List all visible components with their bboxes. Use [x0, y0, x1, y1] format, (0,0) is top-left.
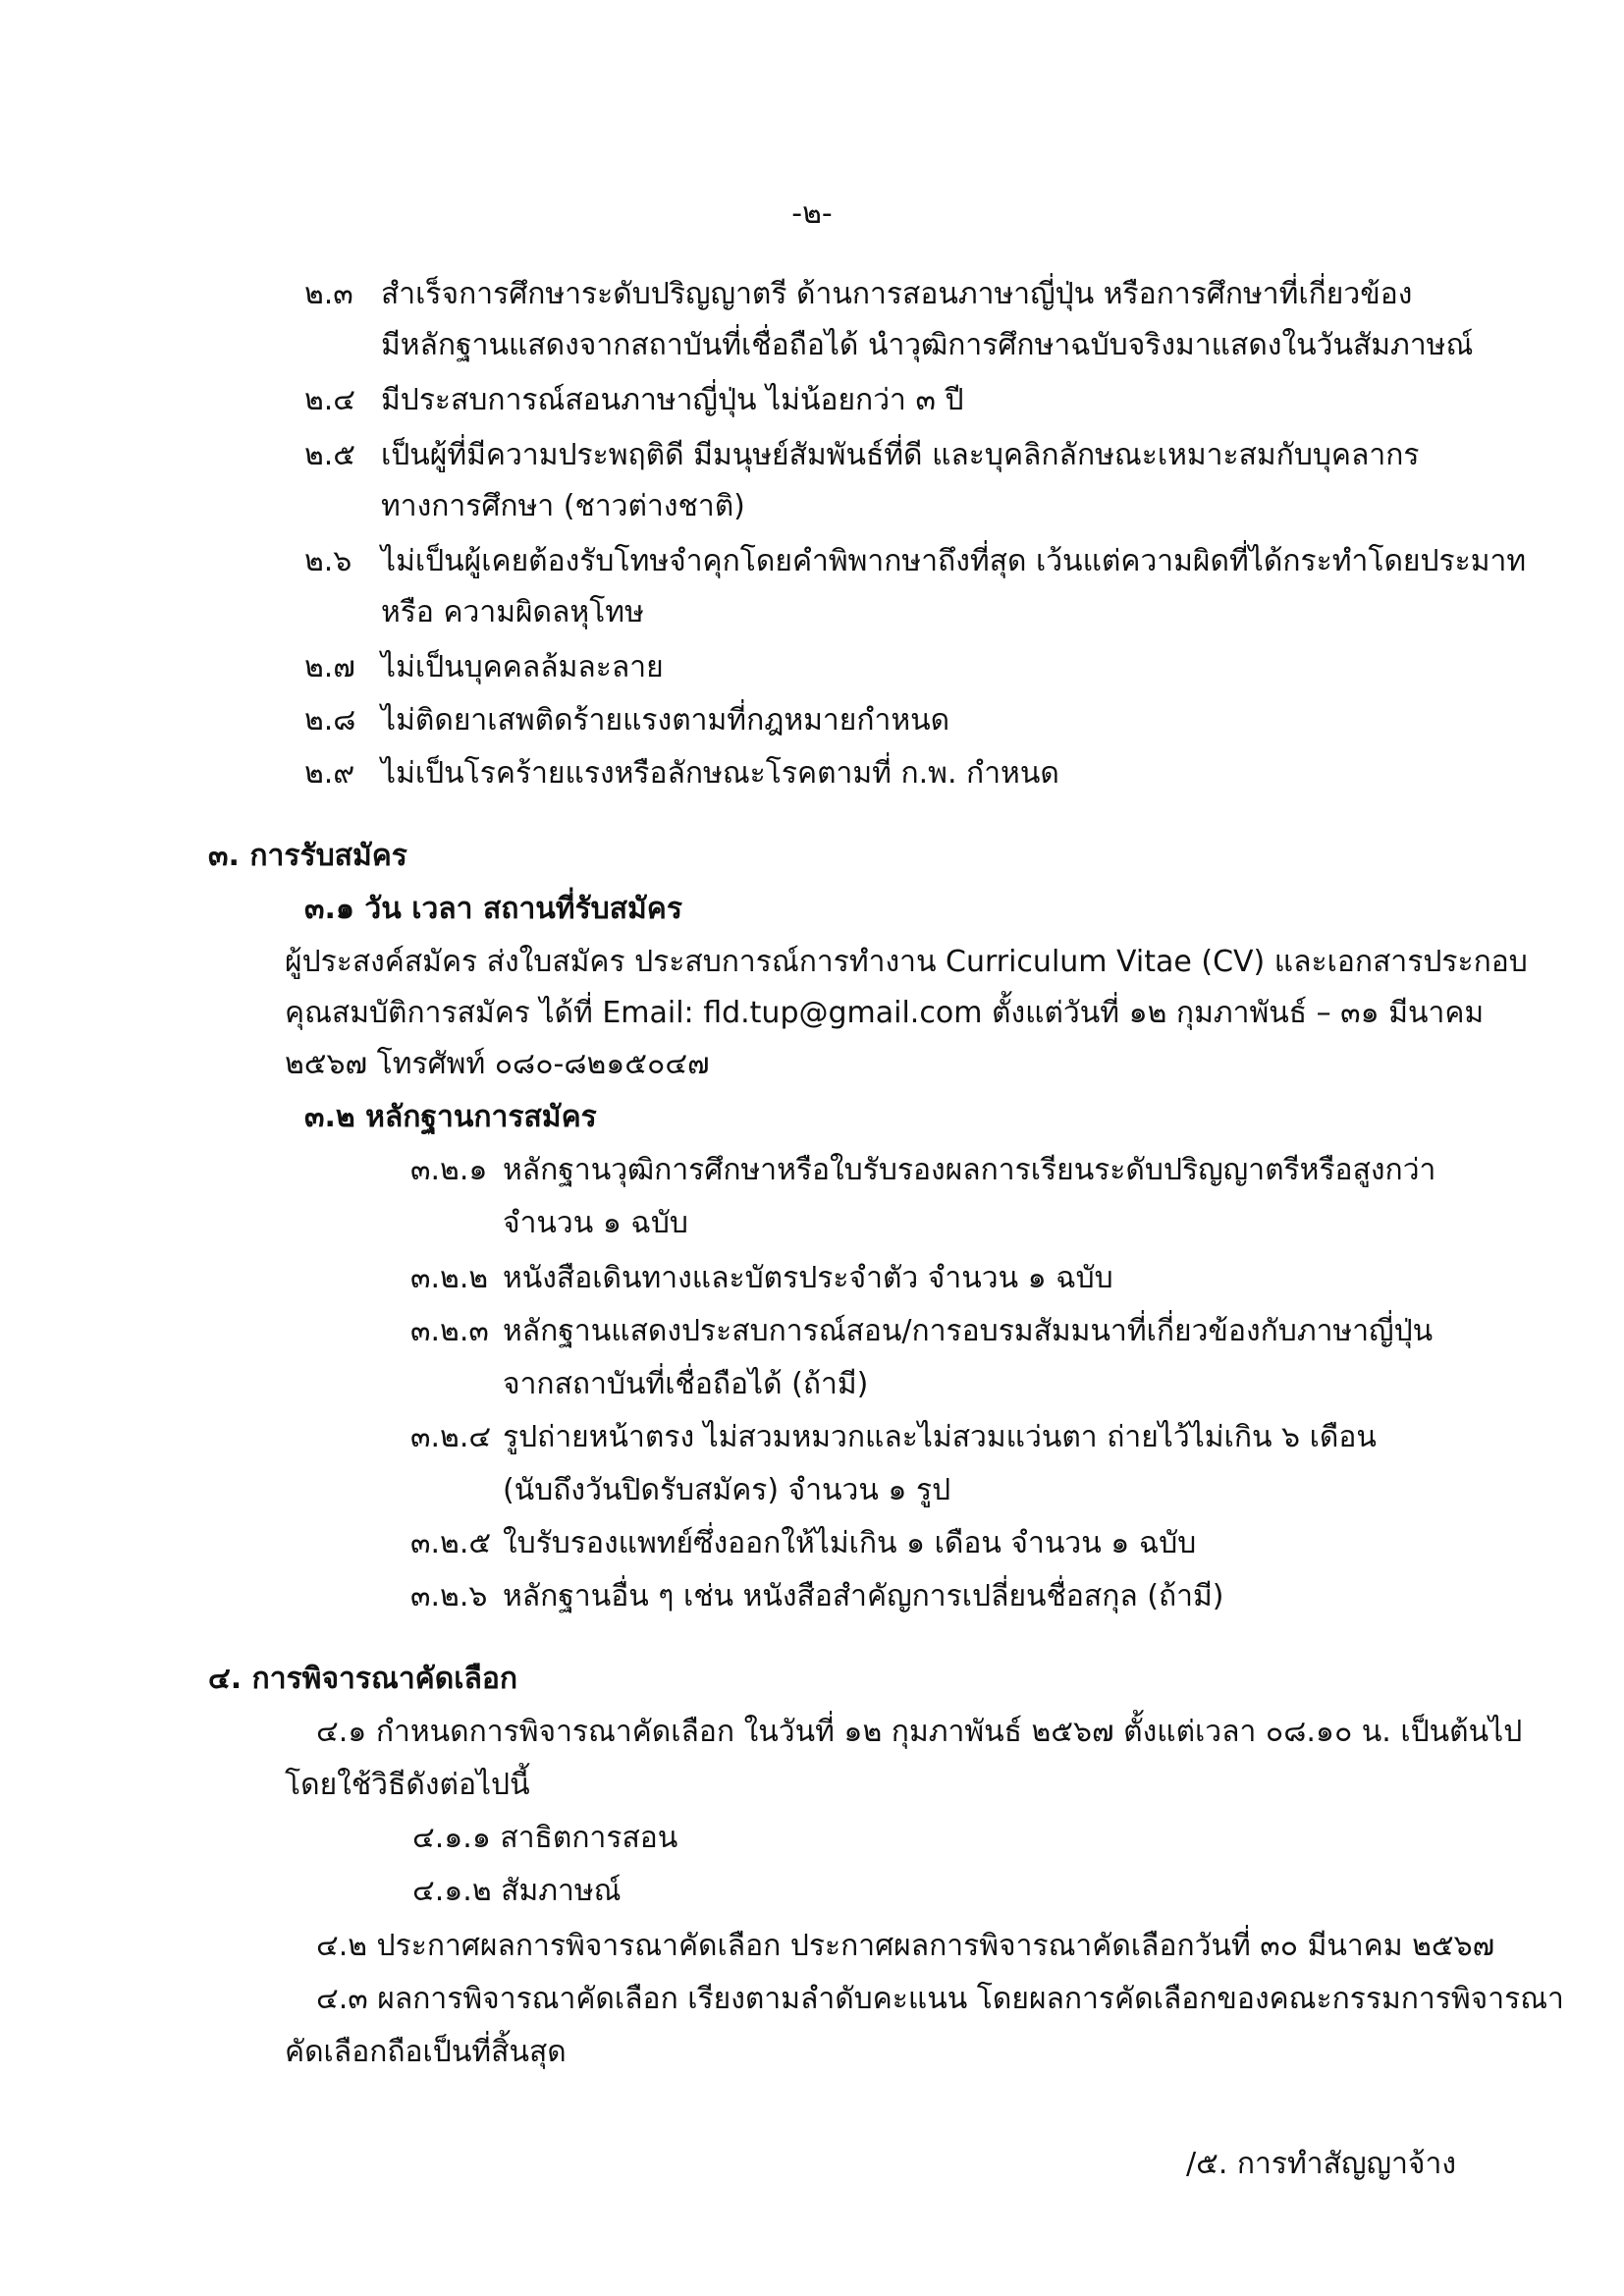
item-2-6-line-2: หรือ ความผิดลหุโทษ — [381, 595, 644, 629]
section-4-1-line-1: ๔.๑ กำหนดการพิจารณาคัดเลือก ในวันที่ ๑๒ กุมภาพันธ์ ๒๕๖๗ ตั้งแต่เวลา ๐๘.๑๐ น. เป็นต้นไป — [316, 1715, 1523, 1749]
item-2-7-number: ๒.๗ — [304, 650, 355, 684]
doc-3-2-1-line-1: หลักฐานวุฒิการศึกษาหรือใบรับรองผลการเรียนระดับปริญญาตรีหรือสูงกว่า — [503, 1153, 1436, 1187]
doc-3-2-2-number: ๓.๒.๒ — [410, 1261, 489, 1295]
section-4-heading: ๔. การพิจารณาคัดเลือก — [208, 1662, 518, 1696]
item-2-9-line-1: ไม่เป็นโรคร้ายแรงหรือลักษณะโรคตามที่ ก.พ. กำหนด — [381, 756, 1059, 791]
section-4-3-line-1: ๔.๓ ผลการพิจารณาคัดเลือก เรียงตามลำดับคะแนน โดยผลการคัดเลือกของคณะกรรมการพิจารณา — [316, 1982, 1564, 2016]
doc-3-2-1-line-2: จำนวน ๑ ฉบับ — [503, 1206, 688, 1240]
doc-3-2-5-line-1: ใบรับรองแพทย์ซึ่งออกให้ไม่เกิน ๑ เดือน จำนวน ๑ ฉบับ — [503, 1526, 1197, 1560]
doc-3-2-3-number: ๓.๒.๓ — [410, 1314, 489, 1348]
doc-3-2-6-line-1: หลักฐานอื่น ๆ เช่น หนังสือสำคัญการเปลี่ยนชื่อสกุล (ถ้ามี) — [503, 1579, 1224, 1613]
section-3-2-heading: ๓.๒ หลักฐานการสมัคร — [304, 1100, 597, 1134]
item-2-5-line-1: เป็นผู้ที่มีความประพฤติดี มีมนุษย์สัมพันธ์ที่ดี และบุคลิกลักษณะเหมาะสมกับบุคลากร — [381, 438, 1420, 472]
doc-3-2-5-number: ๓.๒.๕ — [410, 1526, 492, 1560]
item-2-6-line-1: ไม่เป็นผู้เคยต้องรับโทษจำคุกโดยคำพิพากษาถึงที่สุด เว้นแต่ความผิดที่ได้กระทำโดยประมาท — [381, 544, 1527, 578]
section-4-3-line-2: คัดเลือกถือเป็นที่สิ้นสุด — [285, 2035, 567, 2069]
item-2-4-number: ๒.๔ — [304, 383, 356, 417]
section-3-1-line-2: คุณสมบัติการสมัคร ได้ที่ Email: fld.tup@gmail.com ตั้งแต่วันที่ ๑๒ กุมภาพันธ์ – ๓๑ มีนาคม — [285, 996, 1485, 1030]
section-3-heading: ๓. การรับสมัคร — [208, 839, 407, 873]
method-4-1-2: ๔.๑.๒ สัมภาษณ์ — [412, 1874, 622, 1908]
section-3-1-heading: ๓.๑ วัน เวลา สถานที่รับสมัคร — [304, 892, 682, 926]
item-2-7-line-1: ไม่เป็นบุคคลล้มละลาย — [381, 650, 664, 684]
doc-3-2-6-number: ๓.๒.๖ — [410, 1579, 488, 1613]
item-2-8-line-1: ไม่ติดยาเสพติดร้ายแรงตามที่กฎหมายกำหนด — [381, 703, 950, 738]
item-2-4-line-1: มีประสบการณ์สอนภาษาญี่ปุ่น ไม่น้อยกว่า ๓ ปี — [381, 383, 964, 417]
item-2-3-number: ๒.๓ — [304, 277, 353, 311]
doc-3-2-3-line-1: หลักฐานแสดงประสบการณ์สอน/การอบรมสัมมนาที่เกี่ยวข้องกับภาษาญี่ปุ่น — [503, 1314, 1434, 1348]
doc-3-2-2-line-1: หนังสือเดินทางและบัตรประจำตัว จำนวน ๑ ฉบับ — [503, 1261, 1113, 1295]
item-2-8-number: ๒.๘ — [304, 703, 356, 738]
doc-3-2-3-line-2: จากสถาบันที่เชื่อถือได้ (ถ้ามี) — [503, 1367, 869, 1401]
item-2-9-number: ๒.๙ — [304, 756, 355, 791]
item-2-3-line-2: มีหลักฐานแสดงจากสถาบันที่เชื่อถือได้ นำวุฒิการศึกษาฉบับจริงมาแสดงในวันสัมภาษณ์ — [381, 328, 1474, 362]
page-number: -๒- — [791, 196, 833, 231]
method-4-1-1: ๔.๑.๑ สาธิตการสอน — [412, 1821, 678, 1855]
section-4-2-line: ๔.๒ ประกาศผลการพิจารณาคัดเลือก ประกาศผลการพิจารณาคัดเลือกวันที่ ๓๐ มีนาคม ๒๕๖๗ — [316, 1929, 1495, 1963]
next-page-reference: /๕. การทำสัญญาจ้าง — [1186, 2147, 1456, 2181]
section-3-1-line-3: ๒๕๖๗ โทรศัพท์ ๐๘๐-๘๒๑๕๐๔๗ — [285, 1047, 710, 1081]
item-2-5-number: ๒.๕ — [304, 438, 356, 472]
doc-3-2-4-line-1: รูปถ่ายหน้าตรง ไม่สวมหมวกและไม่สวมแว่นตา ถ่ายไว้ไม่เกิน ๖ เดือน — [503, 1420, 1377, 1454]
doc-3-2-1-number: ๓.๒.๑ — [410, 1153, 488, 1187]
item-2-6-number: ๒.๖ — [304, 544, 352, 578]
item-2-3-line-1: สำเร็จการศึกษาระดับปริญญาตรี ด้านการสอนภาษาญี่ปุ่น หรือการศึกษาที่เกี่ยวข้อง — [381, 277, 1413, 311]
section-3-1-line-1: ผู้ประสงค์สมัคร ส่งใบสมัคร ประสบการณ์การทำงาน Curriculum Vitae (CV) และเอกสารประกอบ — [285, 945, 1528, 979]
doc-3-2-4-number: ๓.๒.๔ — [410, 1420, 492, 1454]
section-4-1-line-2: โดยใช้วิธีดังต่อไปนี้ — [285, 1768, 530, 1802]
doc-3-2-4-line-2: (นับถึงวันปิดรับสมัคร) จำนวน ๑ รูป — [503, 1473, 951, 1507]
item-2-5-line-2: ทางการศึกษา (ชาวต่างชาติ) — [381, 489, 745, 523]
